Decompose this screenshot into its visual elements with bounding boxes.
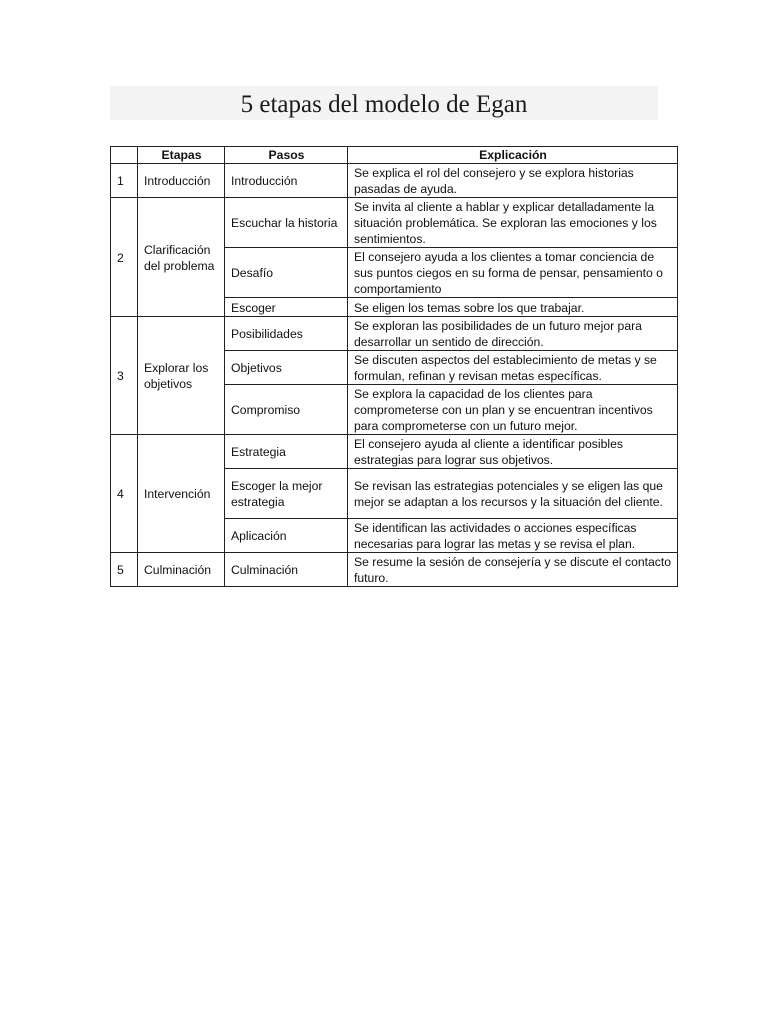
stage-number: 5 — [111, 553, 138, 587]
step-explanation: Se resume la sesión de consejería y se discute el contacto futuro. — [348, 553, 678, 587]
step-name: Objetivos — [225, 351, 348, 385]
stage-number: 2 — [111, 198, 138, 317]
step-name: Compromiso — [225, 385, 348, 435]
step-explanation: Se invita al cliente a hablar y explicar detalladamente la situación problemática. Se exploran las emociones y los sentimientos. — [348, 198, 678, 248]
egan-stages-table — [110, 146, 678, 587]
step-name: Posibilidades — [225, 317, 348, 351]
stage-name: Culminación — [138, 553, 225, 587]
step-name: Introducción — [225, 164, 348, 198]
table-row — [111, 553, 678, 587]
header-etapas: Etapas — [138, 147, 225, 164]
stage-name: Introducción — [138, 164, 225, 198]
table-row — [111, 164, 678, 198]
step-explanation: Se discuten aspectos del establecimiento de metas y se formulan, refinan y revisan metas específicas. — [348, 351, 678, 385]
header-explicacion: Explicación — [348, 147, 678, 164]
step-explanation: Se explica el rol del consejero y se explora historias pasadas de ayuda. — [348, 164, 678, 198]
step-explanation: Se exploran las posibilidades de un futuro mejor para desarrollar un sentido de dirección. — [348, 317, 678, 351]
header-num — [111, 147, 138, 164]
table-row — [111, 435, 678, 469]
table-row — [111, 317, 678, 351]
step-name: Escoger la mejor estrategia — [225, 469, 348, 519]
step-explanation: Se explora la capacidad de los clientes para comprometerse con un plan y se encuentran incentivos para comprometerse con un futuro mejor. — [348, 385, 678, 435]
step-name: Escuchar la historia — [225, 198, 348, 248]
stage-name: Intervención — [138, 435, 225, 553]
page-title: 5 etapas del modelo de Egan — [240, 91, 528, 118]
step-explanation: El consejero ayuda al cliente a identificar posibles estrategias para lograr sus objetivos. — [348, 435, 678, 469]
step-name: Culminación — [225, 553, 348, 587]
stage-number: 1 — [111, 164, 138, 198]
step-explanation: El consejero ayuda a los clientes a tomar conciencia de sus puntos ciegos en su forma de pensar, pensamiento o comportamiento — [348, 248, 678, 298]
table-header-row — [111, 147, 678, 164]
stage-name: Explorar los objetivos — [138, 317, 225, 435]
table-row — [111, 198, 678, 248]
stage-name: Clarificación del problema — [138, 198, 225, 317]
step-explanation: Se identifican las actividades o acciones específicas necesarias para lograr las metas y se revisa el plan. — [348, 519, 678, 553]
step-name: Aplicación — [225, 519, 348, 553]
stage-number: 4 — [111, 435, 138, 553]
step-name: Escoger — [225, 298, 348, 317]
step-explanation: Se revisan las estrategias potenciales y se eligen las que mejor se adaptan a los recursos y la situación del cliente. — [348, 469, 678, 519]
stage-number: 3 — [111, 317, 138, 435]
step-explanation: Se eligen los temas sobre los que trabajar. — [348, 298, 678, 317]
header-pasos: Pasos — [225, 147, 348, 164]
step-name: Desafío — [225, 248, 348, 298]
step-name: Estrategia — [225, 435, 348, 469]
